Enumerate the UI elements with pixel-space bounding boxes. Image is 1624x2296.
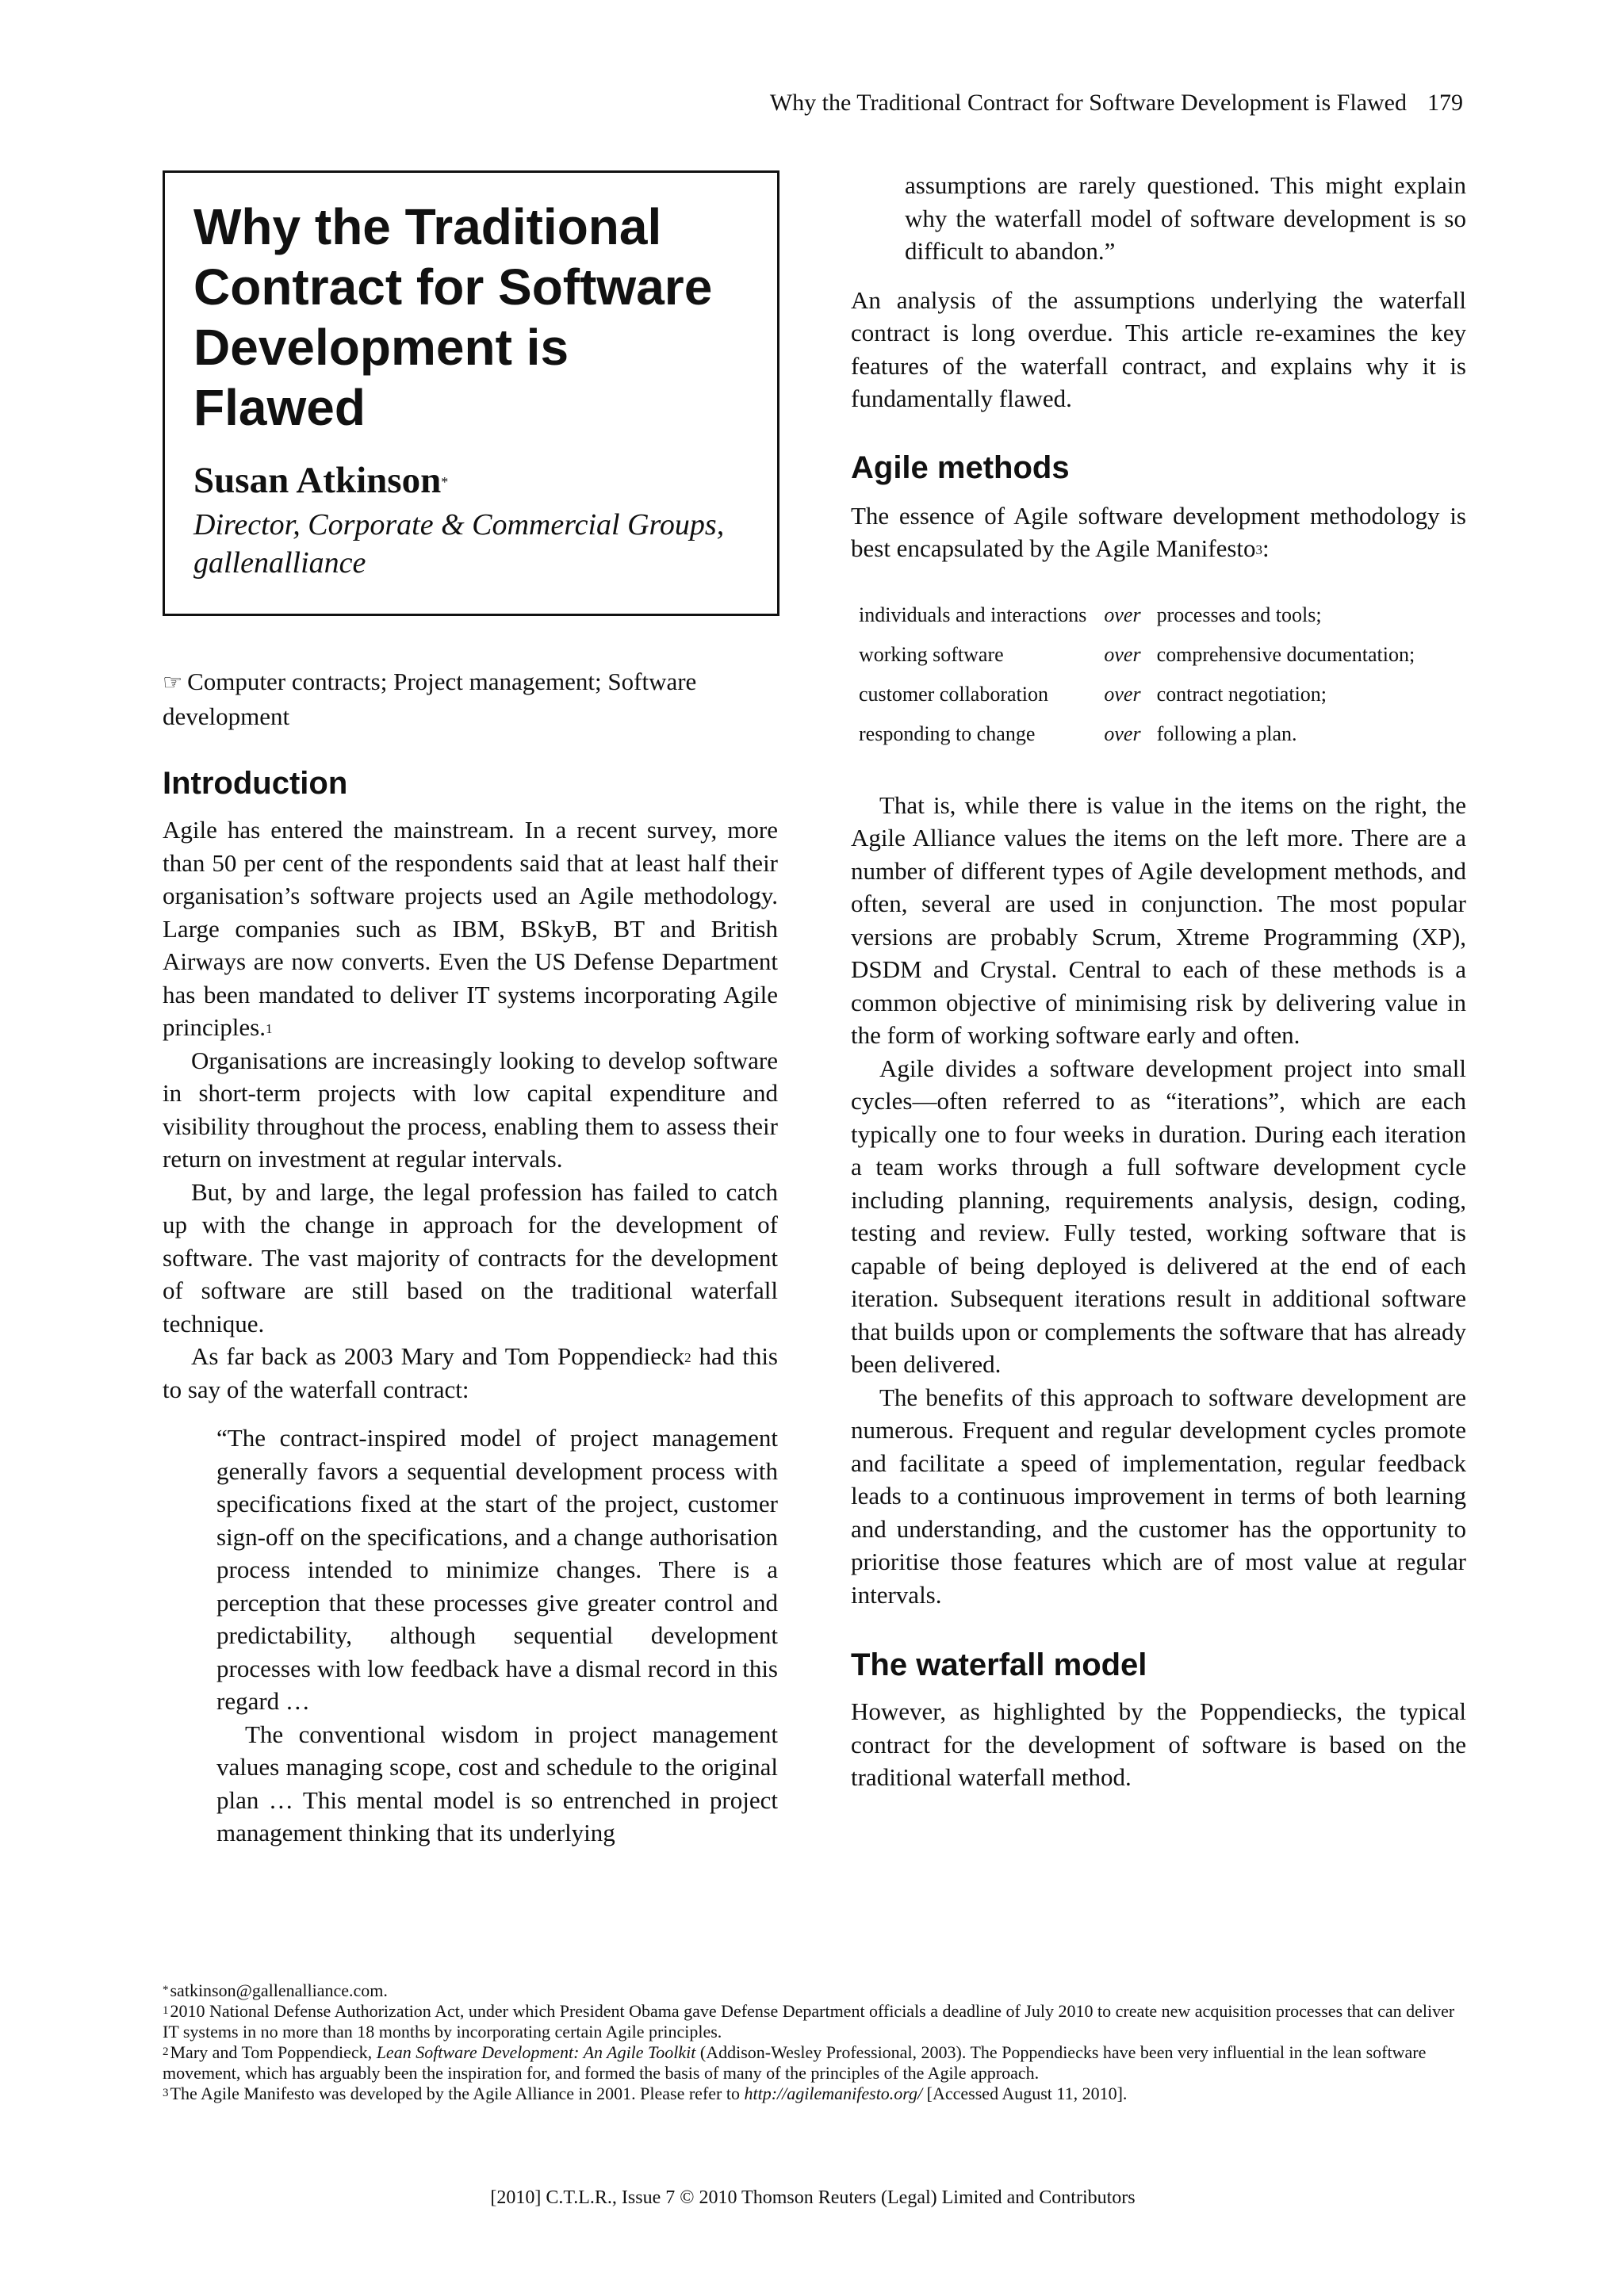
waterfall-paragraph-1: However, as highlighted by the Poppendiecks, the typical contract for the development of software is based on the traditional waterfall method.	[851, 1697, 1466, 1791]
quote-paragraph-1: “The contract-inspired model of project management generally favors a sequential development process with specifications fixed at the start of the project, customer sign-off on the specifications, and a change authorisation process intended to minimize changes. There is a perception that these processes give greater control and predictability, although sequential development processes with low feedback have a dismal record in this regard …	[216, 1424, 778, 1715]
agile-paragraph-3: The benefits of this approach to software development are numerous. Frequent and regular development cycles promote and facilitate a speed of implementation, regular feedback leads to a continuous improvement in terms of both learning and understanding, and the customer has the opportunity to prioritise those features which are of most value at regular intervals.	[851, 1383, 1466, 1609]
footnote-text: [Accessed August 11, 2010].	[922, 2084, 1128, 2103]
manifesto-left: individuals and interactions	[859, 603, 1087, 626]
title-box	[163, 170, 779, 616]
manifesto-row	[859, 635, 1432, 675]
agile-paragraph-1: That is, while there is value in the items on the right, the Agile Alliance values the items on the left more. There are a number of different types of Agile development methods, and often, several are used in conjunction. The most popular versions are probably Scrum, Xtreme Programming (XP), DSDM and Crystal. Central to each of these methods is a common objective of minimising risk by delivering value in the form of working software early and often.	[851, 790, 1466, 1049]
footnote-ref-3: 3	[1255, 542, 1263, 557]
author-affiliation: Director, Corporate & Commercial Groups, gallenalliance	[193, 508, 725, 580]
footnote-mark: 3	[163, 2087, 169, 2099]
running-head	[163, 87, 1463, 119]
heading-agile-methods: Agile methods	[851, 450, 1070, 485]
footnote-text: 2010 National Defense Authorization Act, under which President Obama gave Defense Department officials a deadline of July 2010 to create new acquisition processes that can deliver IT systems in no more than 18 months by incorporating certain Agile principles.	[163, 2001, 1455, 2042]
footnote-text: Mary and Tom Poppendieck,	[170, 2042, 377, 2062]
manifesto-left: responding to change	[859, 721, 1036, 745]
page-number: 179	[1427, 90, 1463, 116]
manifesto-right: comprehensive documentation;	[1156, 642, 1415, 666]
intro-paragraph-2: Organisations are increasingly looking to develop software in short-term projects with low capital expenditure and visibility throughout the process, enabling them to assess their return on investment at regular intervals.	[163, 1046, 778, 1173]
author-name	[193, 458, 749, 503]
footnote-mark: 1	[163, 2004, 169, 2017]
footnote-2	[163, 2042, 1463, 2084]
running-head-title: Why the Traditional Contract for Software Development is Flawed	[769, 90, 1407, 116]
intro-p1-text: Agile has entered the mainstream. In a recent survey, more than 50 per cent of the respondents said that at least half their organisation’s software projects used an Agile methodology. Large companies such as IBM, BSkyB, BT and British Airways are now converts. Even the US Defense Department has been mandated to deliver IT systems incorporating Agile principles.	[163, 816, 778, 1041]
poppendieck-quote	[216, 1422, 778, 1850]
manifesto-row	[859, 675, 1432, 714]
agile-intro-text: The essence of Agile software development methodology is best encapsulated by the Agile Manifesto	[851, 501, 1466, 562]
quote-paragraph-2: The conventional wisdom in project management values managing scope, cost and schedule to the original plan … This mental model is so entrenched in project management thinking that its underlying	[216, 1720, 778, 1846]
footnote-book-title: Lean Software Development: An Agile Toolkit	[376, 2042, 696, 2062]
footnote-text: The Agile Manifesto was developed by the Agile Alliance in 2001. Please refer to	[170, 2084, 745, 2103]
manifesto-left: working software	[859, 642, 1004, 666]
agile-intro-end: :	[1262, 534, 1270, 562]
quote-continuation: assumptions are rarely questioned. This might explain why the waterfall model of software development is so difficult to abandon.”	[905, 171, 1466, 265]
page-footer: [2010] C.T.L.R., Issue 7 © 2010 Thomson Reuters (Legal) Limited and Contributors	[490, 2187, 1136, 2208]
author-name-text: Susan Atkinson	[193, 460, 442, 501]
heading-waterfall-model: The waterfall model	[851, 1647, 1147, 1682]
keywords-text: Computer contracts; Project management; Software development	[163, 668, 697, 730]
manifesto-over: over	[1104, 642, 1141, 666]
intro-paragraph-3: But, by and large, the legal profession has failed to catch up with the change in approach for the development of software. The vast majority of contracts for the development of software are still based on the traditional waterfall technique.	[163, 1177, 778, 1337]
footnote-ref-1: 1	[266, 1021, 273, 1036]
footnotes	[163, 1980, 1463, 2104]
footnote-url: http://agilemanifesto.org/	[744, 2084, 923, 2103]
footnote-mark: 2	[163, 2045, 169, 2058]
agile-manifesto-table	[859, 595, 1432, 754]
agile-paragraph-2: Agile divides a software development project into small cycles—often referred to as “iterations”, which are each typically one to four weeks in duration. During each iteration a team works through a full software development cycle including planning, requirements analysis, design, coding, testing and review. Fully tested, working software that is capable of being deployed is delivered at the end of each iteration. Subsequent iterations result in additional software that builds upon or complements the software that has already been delivered.	[851, 1054, 1466, 1378]
manifesto-over: over	[1104, 721, 1141, 745]
footnote-1	[163, 2001, 1463, 2042]
manifesto-right: processes and tools;	[1156, 603, 1322, 626]
manifesto-row	[859, 714, 1432, 754]
keywords	[163, 665, 778, 733]
intro-paragraph-4	[163, 1340, 778, 1406]
manifesto-over: over	[1104, 682, 1141, 706]
intro-p4-text-a: As far back as 2003 Mary and Tom Poppendieck	[191, 1342, 685, 1370]
manifesto-right: contract negotiation;	[1156, 682, 1327, 706]
footnote-mark: *	[163, 1984, 169, 1996]
footnote-text: (Addison-Wesley Professional, 2003). The Poppendiecks have been very influential in the lean software movement, which has arguably been the inspiration for, and formed the basis of many of the principles of the Agile approach.	[163, 2042, 1427, 2083]
pointing-hand-icon: ☞	[163, 671, 183, 695]
intro-paragraph-5: An analysis of the assumptions underlying the waterfall contract is long overdue. This article re-examines the key features of the waterfall contract, and explains why it is fundamentally flawed.	[851, 285, 1466, 412]
article-title: Why the Traditional Contract for Software Development is Flawed	[193, 198, 713, 436]
footnote-3	[163, 2084, 1463, 2104]
intro-paragraph-1	[163, 813, 778, 1044]
intro-p4-text-b: had this to say of the waterfall contract:	[163, 1342, 778, 1403]
footnote-ref-2: 2	[684, 1350, 691, 1365]
footnote-author	[163, 1980, 1463, 2001]
manifesto-right: following a plan.	[1156, 721, 1297, 745]
manifesto-row	[859, 595, 1432, 635]
footnote-text: satkinson@gallenalliance.com.	[170, 1980, 388, 2000]
agile-intro	[851, 499, 1466, 565]
manifesto-over: over	[1104, 603, 1141, 626]
right-column	[851, 169, 1466, 1794]
author-footnote-mark: *	[441, 474, 449, 490]
left-column	[163, 170, 778, 1850]
heading-introduction: Introduction	[163, 766, 348, 801]
manifesto-left: customer collaboration	[859, 682, 1048, 706]
